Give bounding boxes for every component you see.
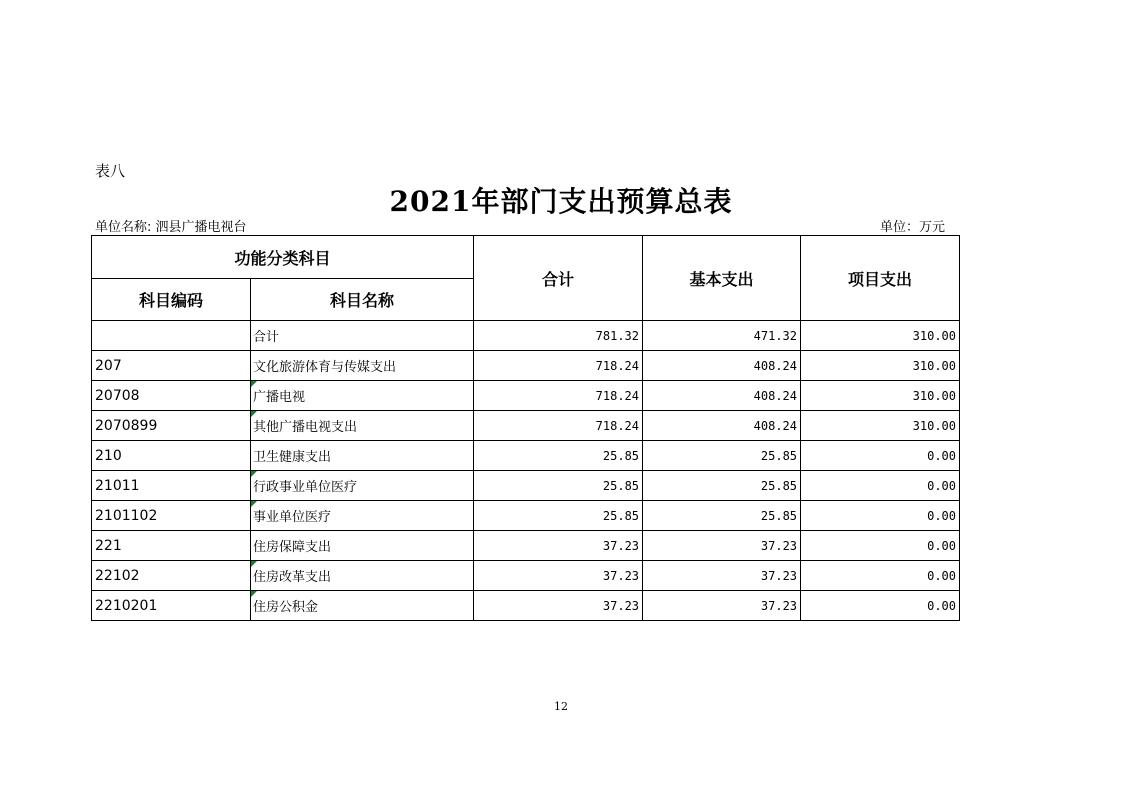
cell-subject-name	[251, 531, 474, 561]
cell-subject-code-text: 207	[95, 357, 122, 374]
cell-total	[474, 441, 643, 471]
cell-project-expense-text: 0.00	[927, 538, 957, 553]
cell-subject-name-text: 住房保障支出	[253, 540, 332, 555]
cell-project-expense	[801, 501, 960, 531]
cell-subject-name	[251, 411, 474, 441]
cell-basic-expense	[643, 411, 801, 441]
table-row	[92, 471, 960, 501]
header-function-category: 功能分类科目	[92, 236, 474, 279]
comment-marker-icon	[251, 561, 257, 567]
cell-project-expense	[801, 441, 960, 471]
cell-basic-expense-text: 37.23	[760, 538, 798, 553]
cell-subject-code	[92, 411, 251, 441]
cell-subject-name-text: 广播电视	[253, 390, 306, 405]
cell-subject-code-text: 2101102	[95, 507, 158, 524]
cell-total	[474, 321, 643, 351]
cell-project-expense-text: 0.00	[927, 448, 957, 463]
cell-subject-code	[92, 561, 251, 591]
cell-subject-name	[251, 381, 474, 411]
cell-basic-expense	[643, 531, 801, 561]
comment-marker-icon	[251, 411, 257, 417]
cell-total	[474, 471, 643, 501]
cell-total-text: 37.23	[602, 598, 640, 613]
table-row	[92, 441, 960, 471]
cell-basic-expense	[643, 471, 801, 501]
cell-project-expense-text: 0.00	[927, 568, 957, 583]
cell-subject-name-text: 住房改革支出	[253, 570, 332, 585]
unit-name: 单位名称: 泗县广播电视台	[95, 220, 247, 235]
comment-marker-icon	[251, 591, 257, 597]
page-number: 12	[554, 700, 568, 713]
cell-total-text: 25.85	[602, 448, 640, 463]
cell-project-expense-text: 0.00	[927, 508, 957, 523]
cell-project-expense-text: 310.00	[912, 388, 957, 403]
comment-marker-icon	[251, 471, 257, 477]
cell-total-text: 25.85	[602, 508, 640, 523]
cell-subject-code	[92, 501, 251, 531]
cell-subject-name	[251, 321, 474, 351]
cell-subject-code	[92, 321, 251, 351]
cell-subject-name-text: 事业单位医疗	[253, 510, 332, 525]
page-title: 2021年部门支出预算总表	[389, 185, 733, 218]
cell-total-text: 718.24	[595, 358, 640, 373]
header-project-expense: 项目支出	[801, 236, 960, 321]
cell-total	[474, 381, 643, 411]
cell-subject-name-text: 其他广播电视支出	[253, 420, 358, 435]
cell-total	[474, 411, 643, 441]
header-basic-expense: 基本支出	[643, 236, 801, 321]
cell-subject-code	[92, 591, 251, 621]
cell-subject-name-text: 卫生健康支出	[253, 450, 332, 465]
header-subject-code: 科目编码	[92, 279, 251, 321]
cell-basic-expense	[643, 591, 801, 621]
cell-basic-expense	[643, 321, 801, 351]
cell-subject-code-text: 21011	[95, 477, 140, 494]
cell-subject-name	[251, 561, 474, 591]
cell-subject-name-text: 合计	[253, 330, 280, 345]
currency-unit: 单位：万元	[880, 220, 946, 235]
cell-subject-code-text: 2070899	[95, 417, 158, 434]
table-row	[92, 411, 960, 441]
table-row	[92, 591, 960, 621]
cell-subject-code	[92, 531, 251, 561]
cell-basic-expense-text: 471.32	[753, 328, 798, 343]
cell-basic-expense-text: 25.85	[760, 478, 798, 493]
cell-basic-expense-text: 408.24	[753, 358, 798, 373]
cell-basic-expense	[643, 441, 801, 471]
cell-subject-code-text: 210	[95, 447, 122, 464]
cell-subject-code	[92, 381, 251, 411]
cell-total-text: 25.85	[602, 478, 640, 493]
cell-basic-expense-text: 25.85	[760, 448, 798, 463]
cell-subject-name	[251, 441, 474, 471]
cell-subject-code-text: 221	[95, 537, 122, 554]
cell-total	[474, 591, 643, 621]
cell-subject-name-text: 文化旅游体育与传媒支出	[253, 360, 397, 375]
cell-subject-code	[92, 471, 251, 501]
cell-project-expense	[801, 351, 960, 381]
cell-basic-expense-text: 408.24	[753, 418, 798, 433]
table-row	[92, 351, 960, 381]
cell-project-expense	[801, 321, 960, 351]
cell-project-expense-text: 310.00	[912, 418, 957, 433]
cell-basic-expense	[643, 561, 801, 591]
cell-total	[474, 501, 643, 531]
cell-total-text: 37.23	[602, 568, 640, 583]
budget-table	[91, 235, 960, 621]
table-row	[92, 501, 960, 531]
cell-subject-name-text: 住房公积金	[253, 600, 319, 615]
cell-project-expense-text: 0.00	[927, 478, 957, 493]
cell-project-expense	[801, 411, 960, 441]
cell-subject-name	[251, 501, 474, 531]
cell-project-expense	[801, 471, 960, 501]
cell-project-expense	[801, 591, 960, 621]
cell-subject-name	[251, 591, 474, 621]
cell-project-expense	[801, 381, 960, 411]
cell-total	[474, 561, 643, 591]
header-total: 合计	[474, 236, 643, 321]
cell-project-expense	[801, 561, 960, 591]
table-body	[92, 321, 960, 621]
cell-basic-expense-text: 408.24	[753, 388, 798, 403]
cell-basic-expense-text: 37.23	[760, 598, 798, 613]
cell-subject-name-text: 行政事业单位医疗	[253, 480, 358, 495]
table-row	[92, 561, 960, 591]
comment-marker-icon	[251, 381, 257, 387]
cell-basic-expense-text: 37.23	[760, 568, 798, 583]
cell-total-text: 718.24	[595, 388, 640, 403]
table-row	[92, 531, 960, 561]
table-row	[92, 381, 960, 411]
header-subject-name: 科目名称	[251, 279, 474, 321]
cell-subject-code-text: 2210201	[95, 597, 158, 614]
cell-subject-code-text: 20708	[95, 387, 140, 404]
cell-basic-expense-text: 25.85	[760, 508, 798, 523]
cell-total	[474, 351, 643, 381]
cell-basic-expense	[643, 501, 801, 531]
cell-subject-name	[251, 351, 474, 381]
cell-subject-name	[251, 471, 474, 501]
cell-project-expense	[801, 531, 960, 561]
table-row	[92, 321, 960, 351]
cell-total	[474, 531, 643, 561]
comment-marker-icon	[251, 501, 257, 507]
cell-total-text: 718.24	[595, 418, 640, 433]
cell-basic-expense	[643, 351, 801, 381]
cell-project-expense-text: 0.00	[927, 598, 957, 613]
cell-subject-code	[92, 441, 251, 471]
table-label: 表八	[95, 162, 126, 180]
cell-basic-expense	[643, 381, 801, 411]
cell-subject-code-text: 22102	[95, 567, 140, 584]
cell-total-text: 781.32	[595, 328, 640, 343]
cell-subject-code	[92, 351, 251, 381]
cell-project-expense-text: 310.00	[912, 328, 957, 343]
cell-project-expense-text: 310.00	[912, 358, 957, 373]
cell-total-text: 37.23	[602, 538, 640, 553]
